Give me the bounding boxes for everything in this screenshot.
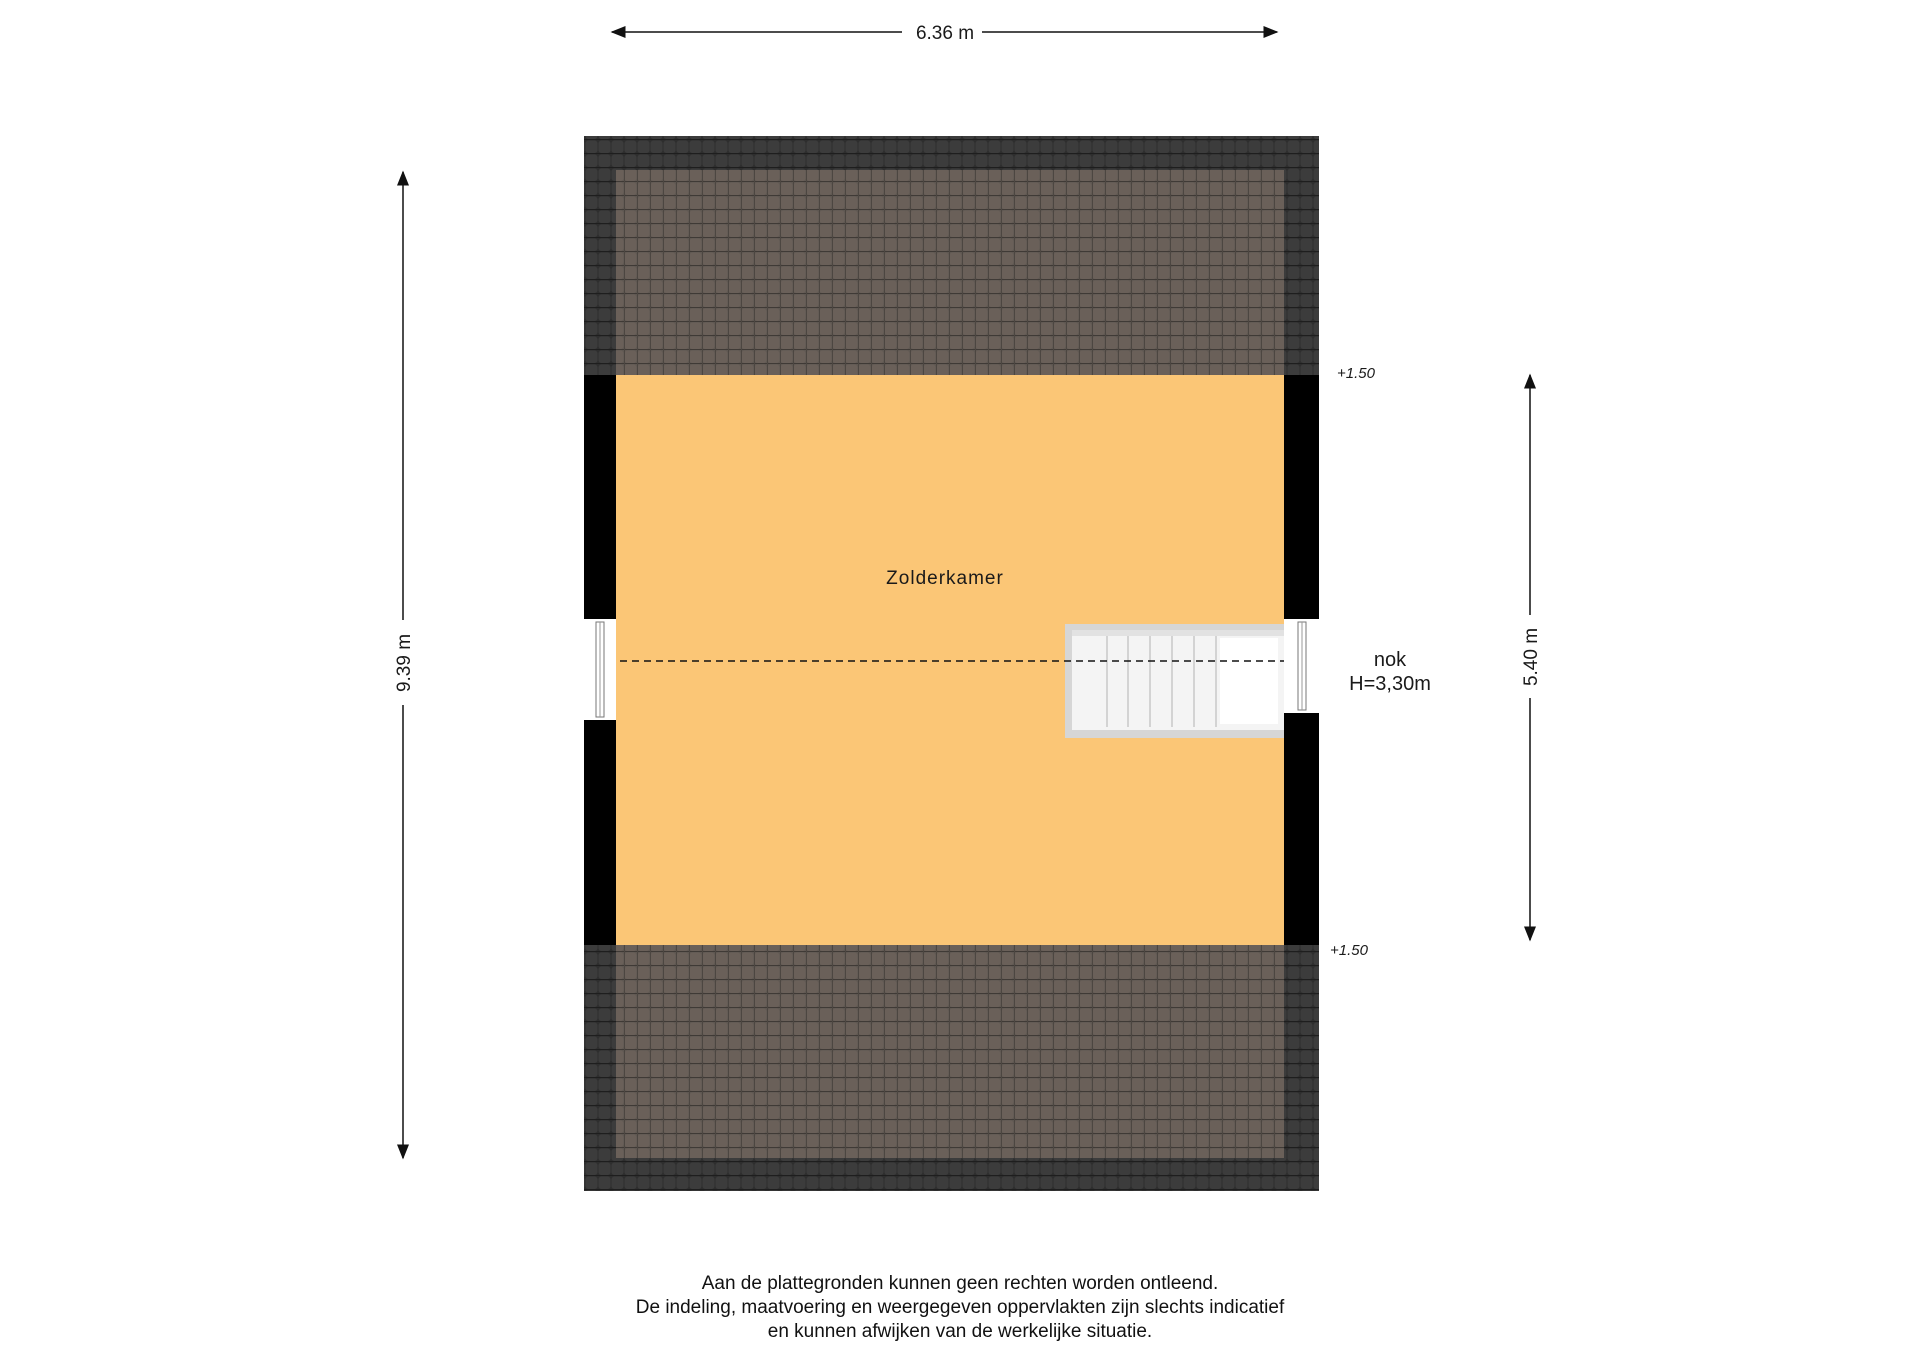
disclaimer-line-2: De indeling, maatvoering en weergegeven oppervlakten zijn slechts indicatief	[635, 1297, 1285, 1318]
width-dimension	[612, 23, 1277, 44]
roof-bottom	[616, 945, 1284, 1158]
disclaimer-line-3: en kunnen afwijken van de werkelijke situatie.	[767, 1321, 1153, 1342]
disclaimer-line-1: Aan de plattegronden kunnen geen rechten worden ontleend.	[701, 1273, 1219, 1294]
level-top-label: +1.50	[1337, 365, 1375, 382]
attic-height-dimension	[1521, 375, 1542, 940]
wall-left-upper	[584, 375, 616, 619]
window-left	[584, 619, 616, 720]
level-bottom-label: +1.50	[1330, 942, 1368, 959]
wall-right-upper	[1284, 375, 1319, 619]
ridge-height-label: H=3,30m	[1349, 673, 1431, 695]
disclaimer	[0, 1272, 1920, 1344]
wall-right-lower	[1284, 713, 1319, 945]
height-label: 9.39 m	[394, 633, 415, 693]
height-dimension	[394, 172, 415, 1158]
width-label: 6.36 m	[915, 23, 975, 44]
attic-height-label: 5.40 m	[1521, 627, 1542, 687]
room-label: Zolderkamer	[886, 568, 1004, 589]
staircase	[1065, 624, 1284, 738]
window-right	[1284, 619, 1319, 713]
ridge-label: nok	[1373, 649, 1407, 671]
wall-left-lower	[584, 720, 616, 945]
roof-top	[616, 170, 1284, 375]
